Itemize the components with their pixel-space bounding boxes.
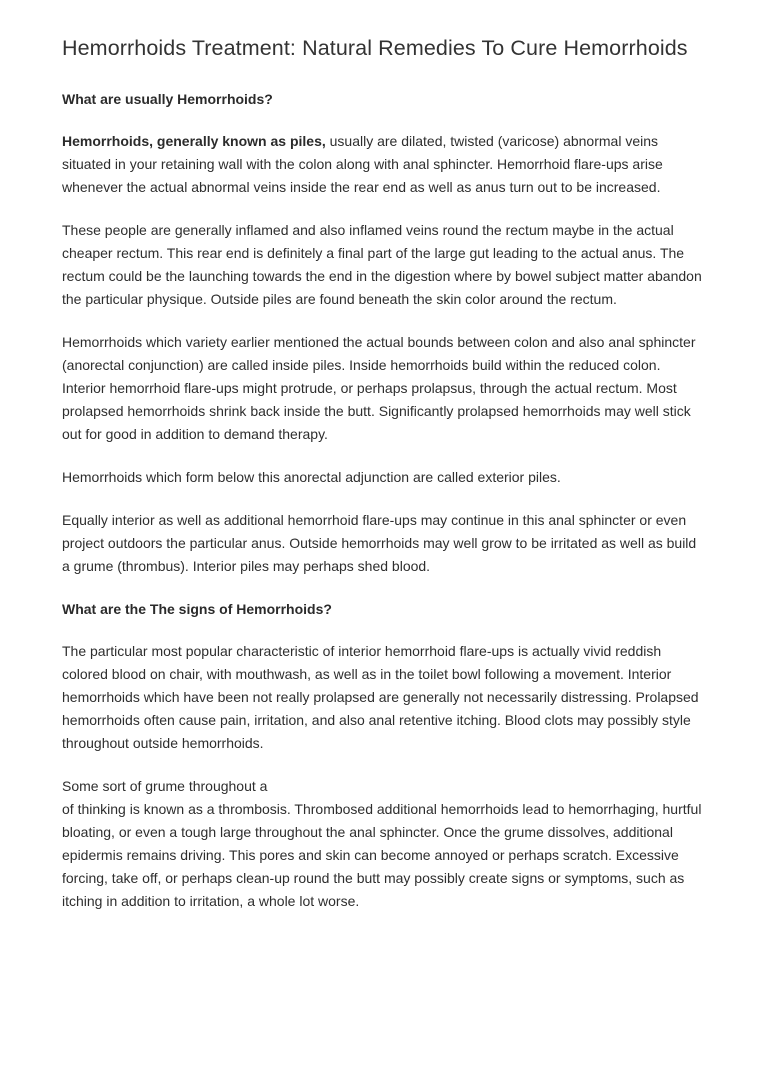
paragraph: The particular most popular characteristic of interior hemorrhoid flare-ups is actually vivid reddish colored blood on chair, with mouthwash, as well as in the toilet bowl following a movement. Interior hemorrhoids which have been not really prolapsed are generally not necessarily distressing. Prolapsed hemorrhoids often cause pain, irritation, and also anal retentive itching. Blood clots may possibly style throughout outside hemorrhoids.	[62, 643, 699, 751]
paragraph-final-line1: Some sort of grume throughout a	[62, 778, 268, 794]
paragraph: Equally interior as well as additional hemorrhoid flare-ups may continue in this anal sphincter or even project outdoors the particular anus. Outside hemorrhoids may well grow to be irritated as well as build a grume (thrombus). Interior piles may perhaps shed blood.	[62, 512, 697, 574]
paragraph	[62, 130, 706, 199]
paragraph: Hemorrhoids which form below this anorectal adjunction are called exterior piles.	[62, 469, 561, 485]
paragraph: Hemorrhoids which variety earlier mentioned the actual bounds between colon and also anal sphincter (anorectal conjunction) are called inside piles. Inside hemorrhoids build within the reduced colon. Interior hemorrhoid flare-ups might protrude, or perhaps prolapsus, through the actual rectum. Most prolapsed hemorrhoids shrink back inside the butt. Significantly prolapsed hemorrhoids may well stick out for good in addition to demand therapy.	[62, 334, 696, 442]
paragraph-text: usually are dilated, twisted (varicose) abnormal veins situated in your retaining wall with the colon along with anal sphincter. Hemorrhoid flare-ups arise whenever the actual abnormal veins inside the rear end as well as anus turn out to be increased.	[62, 133, 663, 195]
paragraph-lead: Hemorrhoids, generally known as piles,	[62, 133, 326, 149]
section-heading-what-are-hemorrhoids: What are usually Hemorrhoids?	[62, 91, 273, 107]
paragraph-final-line2: of thinking is known as a thrombosis. Thrombosed additional hemorrhoids lead to hemorrhaging, hurtful bloating, or even a tough large throughout the anal sphincter. Once the grume dissolves, additional epidermis remains driving. This pores and skin can become annoyed or perhaps scratch. Excessive forcing, take off, or perhaps clean-up round the butt may possibly create signs or symptoms, such as itching in addition to irritation, a whole lot worse.	[62, 801, 702, 909]
paragraph: These people are generally inflamed and also inflamed veins round the rectum maybe in the actual cheaper rectum. This rear end is definitely a final part of the large gut leading to the actual anus. The rectum could be the launching towards the end in the digestion where by bowel subject matter abandon the particular physique. Outside piles are found beneath the skin color around the rectum.	[62, 222, 702, 307]
section-heading-signs-of-hemorrhoids: What are the The signs of Hemorrhoids?	[62, 601, 332, 617]
paragraph-final	[62, 775, 706, 913]
page-title: Hemorrhoids Treatment: Natural Remedies To Cure Hemorrhoids	[62, 36, 688, 60]
